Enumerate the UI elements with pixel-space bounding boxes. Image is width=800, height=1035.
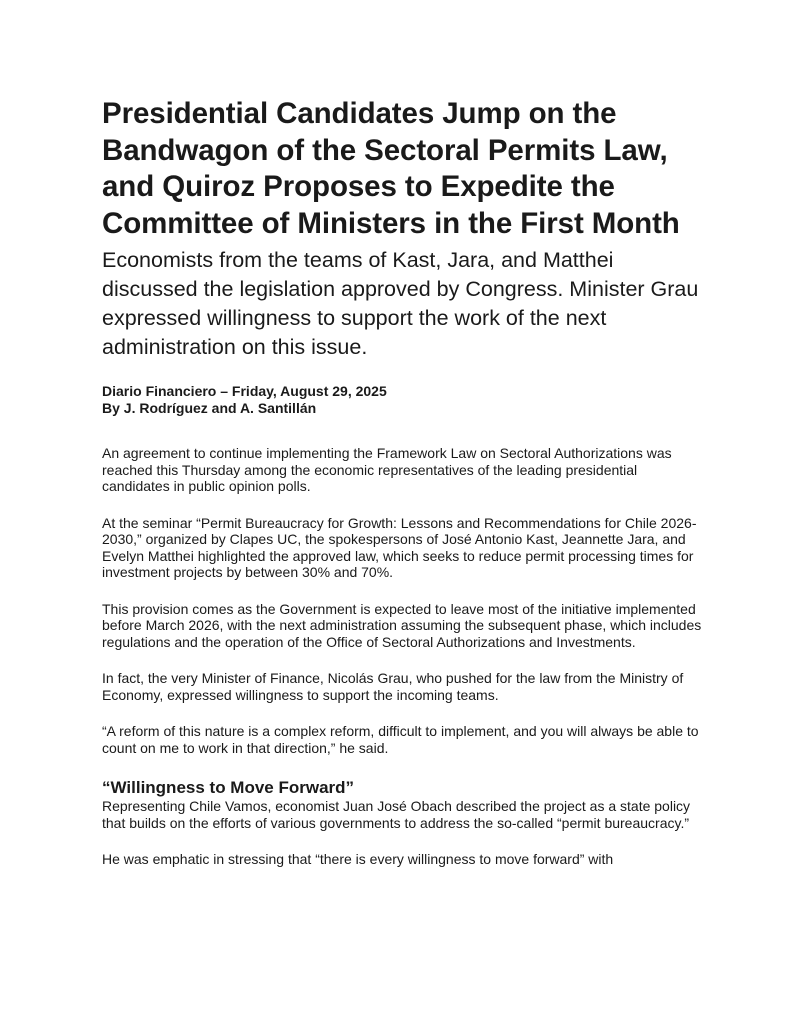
- paragraph: This provision comes as the Government is expected to leave most of the initiative implemented before March 2026, with the next administration assuming the subsequent phase, which includes regulations and the operation of the Office of Sectoral Authorizations and Investments.: [102, 600, 702, 650]
- paragraph: In fact, the very Minister of Finance, Nicolás Grau, who pushed for the law from the Ministry of Economy, expressed willingness to support the incoming teams.: [102, 670, 684, 703]
- paragraph: “A reform of this nature is a complex reform, difficult to implement, and you will always be able to count on me to work in that direction,” he said.: [102, 723, 699, 756]
- article-title: Presidential Candidates Jump on the Bandwagon of the Sectoral Permits Law, and Quiroz Proposes to Expedite the Committee of Ministers in the First Month: [102, 97, 680, 240]
- section-heading: “Willingness to Move Forward”: [102, 778, 355, 797]
- source-date: Diario Financiero – Friday, August 29, 2025: [102, 383, 387, 399]
- paragraph: He was emphatic in stressing that “there is every willingness to move forward” with: [102, 851, 614, 867]
- byline: By J. Rodríguez and A. Santillán: [102, 400, 317, 416]
- paragraph: An agreement to continue implementing the Framework Law on Sectoral Authorizations was reached this Thursday among the economic representatives of the leading presidential candidates in public opinion polls.: [102, 445, 672, 494]
- article-subtitle: Economists from the teams of Kast, Jara, and Matthei discussed the legislation approved by Congress. Minister Grau expressed willingness to support the work of the next administration on this issue.: [102, 248, 699, 359]
- paragraph: At the seminar “Permit Bureaucracy for Growth: Lessons and Recommendations for Chile 2026-2030,” organized by Clapes UC, the spokespersons of José Antonio Kast, Jeannette Jara, and Evelyn Matthei highlighted the approved law, which seeks to reduce permit processing times for investment projects by between 30% and 70%.: [102, 514, 697, 580]
- article-meta: [102, 383, 702, 417]
- paragraph: Representing Chile Vamos, economist Juan José Obach described the project as a state policy that builds on the efforts of various governments to address the so-called “permit bureaucracy.”: [102, 798, 691, 831]
- article: [102, 96, 702, 868]
